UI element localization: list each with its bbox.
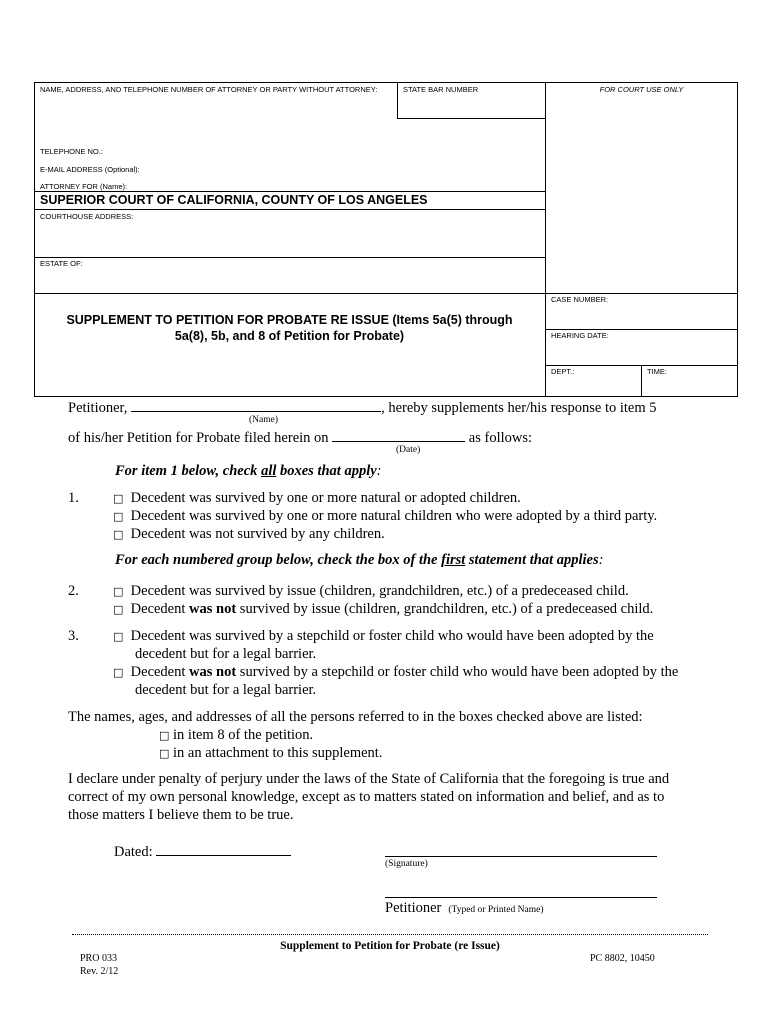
typed-name-caption: (Typed or Printed Name) [448, 905, 544, 915]
checkbox-icon[interactable]: □ [159, 729, 170, 742]
dated-field[interactable] [156, 842, 291, 856]
attorney-for-label: ATTORNEY FOR (Name): [40, 182, 128, 191]
declaration-line-1: I declare under penalty of perjury under the laws of the State of California that the foregoing is true and [68, 771, 670, 787]
item1-option-3-text: Decedent was not survived by any children. [130, 526, 385, 542]
item1-option-1 [113, 489, 521, 508]
caption-outer-border [34, 82, 738, 397]
checkbox-icon[interactable]: □ [113, 630, 124, 643]
court-title: SUPERIOR COURT OF CALIFORNIA, COUNTY OF LOS ANGELES [40, 193, 428, 207]
telephone-label: TELEPHONE NO.: [40, 147, 103, 156]
item3-option-2 [113, 663, 678, 682]
group-instruction [115, 551, 603, 569]
revision-date: Rev. 2/12 [80, 966, 119, 977]
petitioner-name-field[interactable] [131, 398, 381, 412]
time-label: TIME: [647, 367, 667, 376]
court-title-top-rule [34, 191, 545, 192]
form-title [34, 312, 545, 344]
item3-option-2-text-a: Decedent [130, 664, 190, 680]
item2-number: 2. [68, 583, 79, 599]
group-instruction-colon: : [598, 552, 604, 568]
filed-on-prefix: of his/her Petition for Probate filed herein on [68, 430, 329, 446]
item3-option-1-line2: decedent but for a legal barrier. [135, 646, 317, 662]
printed-name-line[interactable] [385, 897, 657, 898]
item3-option-2-emphasis: was not [189, 664, 237, 680]
item3-option-2-line2: decedent but for a legal barrier. [135, 682, 317, 698]
item1-option-3 [113, 525, 385, 544]
form-title-line2: 5a(8), 5b, and 8 of Petition for Probate) [174, 329, 405, 343]
names-option-1 [159, 726, 313, 745]
item1-number: 1. [68, 490, 79, 506]
item1-instruction [115, 462, 382, 480]
petitioner-label: Petitioner [385, 900, 442, 916]
date-caption: (Date) [396, 445, 421, 455]
court-use-divider [545, 82, 546, 397]
dated-line [114, 842, 291, 861]
court-title-bottom-rule [34, 209, 545, 210]
signature-line[interactable] [385, 856, 657, 857]
filed-on-suffix: as follows: [468, 430, 533, 446]
names-option-1-text: in item 8 of the petition. [173, 727, 314, 743]
item2-option-2 [113, 600, 653, 619]
dated-label: Dated: [114, 844, 153, 860]
state-bar-bottom [397, 118, 545, 119]
item2-option-1 [113, 582, 629, 601]
checkbox-icon[interactable]: □ [113, 492, 124, 505]
item3-option-2-text-c: survived by a stepchild or foster child who would have been adopted by the [236, 664, 679, 680]
filing-date-field[interactable] [332, 428, 465, 442]
petitioner-sign-label [385, 899, 544, 917]
item3-option-1 [113, 627, 654, 646]
item1-option-1-text: Decedent was survived by one or more natural or adopted children. [130, 490, 521, 506]
declaration-line-3: those matters I believe them to be true. [68, 807, 294, 823]
name-caption: (Name) [249, 415, 279, 425]
item2-option-2-text-c: survived by issue (children, grandchildren, etc.) of a predeceased child. [236, 601, 654, 617]
group-instruction-emphasis: first [441, 552, 466, 568]
item3-option-1-text: Decedent was survived by a stepchild or foster child who would have been adopted by the [130, 628, 654, 644]
item2-option-1-text: Decedent was survived by issue (children, grandchildren, etc.) of a predeceased child. [130, 583, 629, 599]
petitioner-suffix: , hereby supplements her/his response to item 5 [381, 400, 657, 416]
checkbox-icon[interactable]: □ [113, 528, 124, 541]
dept-time-divider [641, 365, 642, 397]
petitioner-prefix: Petitioner, [68, 400, 128, 416]
petitioner-line [68, 398, 657, 417]
courthouse-bottom-rule [34, 257, 545, 258]
group-instruction-text-a: For each numbered group below, check the box of the [115, 552, 442, 568]
courthouse-address-label: COURTHOUSE ADDRESS: [40, 212, 134, 221]
item1-option-2-text: Decedent was survived by one or more natural children who were adopted by a third party. [130, 508, 658, 524]
signature-caption: (Signature) [385, 859, 428, 869]
checkbox-icon[interactable]: □ [159, 747, 170, 760]
form-title-line1: SUPPLEMENT TO PETITION FOR PROBATE RE ISSUE (Items 5a(5) through [66, 313, 513, 327]
declaration-line-2: correct of my own personal knowledge, except as to matters stated on information and belief, and as to [68, 789, 665, 805]
court-use-label: FOR COURT USE ONLY [599, 85, 684, 94]
estate-bottom-rule [34, 293, 738, 294]
names-option-2-text: in an attachment to this supplement. [173, 745, 383, 761]
case-number-label: CASE NUMBER: [551, 295, 609, 304]
names-listed-line: The names, ages, and addresses of all the persons referred to in the boxes checked above are listed: [68, 709, 643, 725]
form-code: PRO 033 [80, 953, 117, 964]
attorney-label: NAME, ADDRESS, AND TELEPHONE NUMBER OF ATTORNEY OR PARTY WITHOUT ATTORNEY: [40, 85, 378, 94]
hearing-date-label: HEARING DATE: [551, 331, 609, 340]
dept-label: DEPT.: [551, 367, 575, 376]
item1-option-2 [113, 507, 657, 526]
email-label: E-MAIL ADDRESS (Optional): [40, 165, 140, 174]
names-option-2 [159, 744, 382, 763]
item1-instruction-emphasis: all [261, 463, 277, 479]
item1-instruction-text-c: boxes that apply [276, 463, 377, 479]
group-instruction-text-c: statement that applies [465, 552, 599, 568]
case-number-bottom-rule [545, 329, 738, 330]
checkbox-icon[interactable]: □ [113, 510, 124, 523]
item2-option-2-emphasis: was not [189, 601, 237, 617]
item2-option-2-text-a: Decedent [130, 601, 190, 617]
footer-title: Supplement to Petition for Probate (re Issue) [280, 940, 500, 952]
item1-instruction-text-a: For item 1 below, check [115, 463, 262, 479]
checkbox-icon[interactable]: □ [113, 603, 124, 616]
filed-on-line [68, 428, 532, 447]
estate-of-label: ESTATE OF: [40, 259, 83, 268]
checkbox-icon[interactable]: □ [113, 666, 124, 679]
state-bar-label: STATE BAR NUMBER [403, 85, 479, 94]
item1-instruction-colon: : [376, 463, 382, 479]
checkbox-icon[interactable]: □ [113, 585, 124, 598]
item3-number: 3. [68, 628, 79, 644]
statute-reference: PC 8802, 10450 [590, 953, 655, 964]
footer-rule [72, 934, 708, 935]
state-bar-divider [397, 82, 398, 118]
